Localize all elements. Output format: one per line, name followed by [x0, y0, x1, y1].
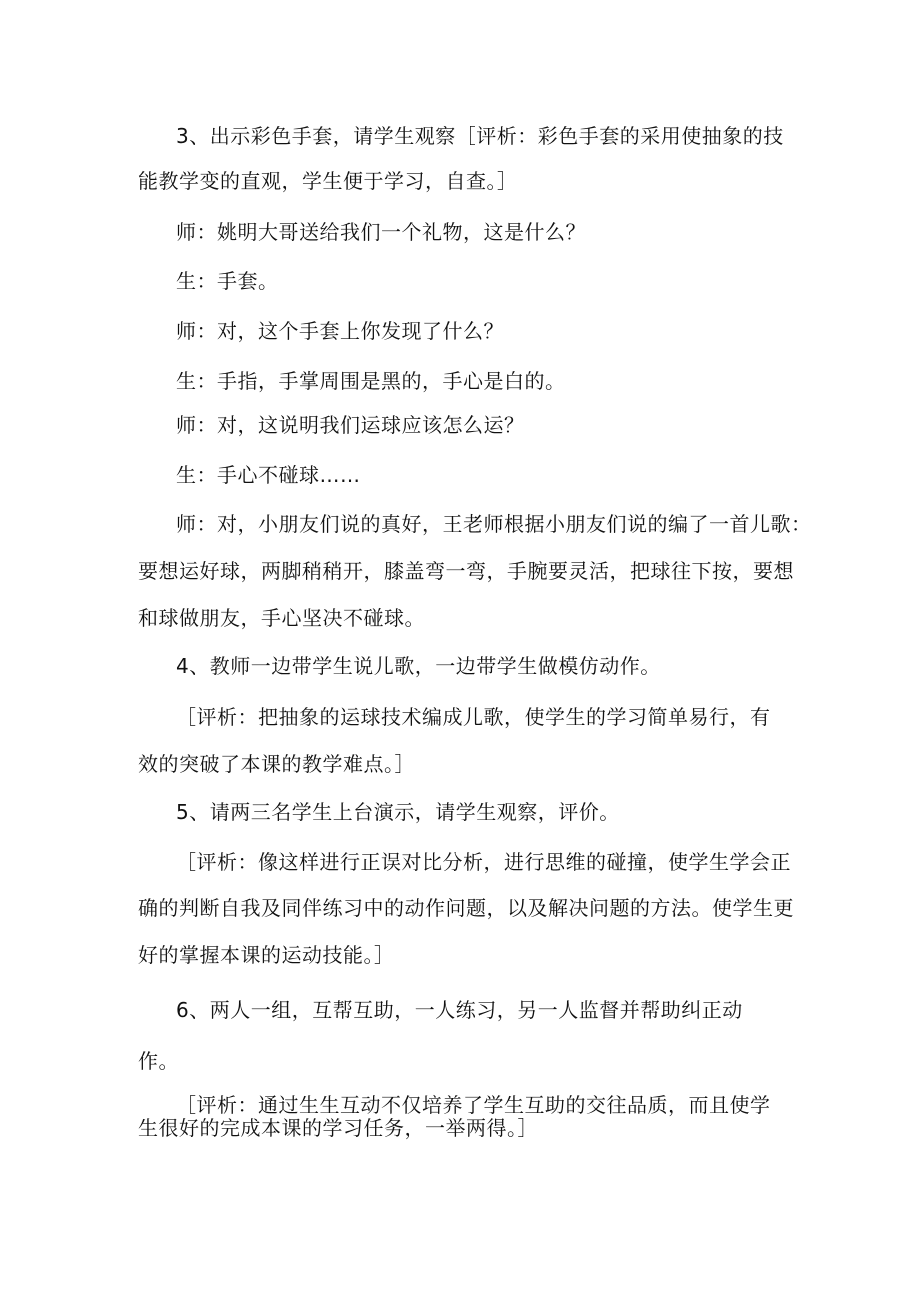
text-line: 6、两人一组，互帮互助，一人练习，另一人监督并帮助纠正动 — [176, 998, 743, 1022]
text-line: 生：手指，手掌周围是黑的，手心是白的。 — [176, 369, 566, 393]
text-line: 3、出示彩色手套，请学生观察［评析：彩色手套的采用使抽象的技 — [176, 124, 784, 148]
text-line: ［评析：把抽象的运球技术编成儿歌，使学生的学习简单易行，有 — [176, 705, 771, 729]
text-line: 效的突破了本课的教学难点。］ — [138, 752, 415, 776]
text-line: 生很好的完成本课的学习任务，一举两得。］ — [138, 1116, 538, 1140]
text-line: 生：手心不碰球…… — [176, 463, 361, 487]
text-line: 师：姚明大哥送给我们一个礼物，这是什么？ — [176, 220, 586, 244]
text-line: 能教学变的直观，学生便于学习，自查。］ — [138, 169, 518, 193]
text-line: 确的判断自我及同伴练习中的动作问题，以及解决问题的方法。使学生更 — [138, 896, 794, 920]
text-line: 师：对，小朋友们说的真好，王老师根据小朋友们说的编了一首儿歌： — [176, 512, 812, 536]
text-line: 师：对，这说明我们运球应该怎么运？ — [176, 413, 525, 437]
text-line: ［评析：像这样进行正误对比分析，进行思维的碰撞，使学生学会正 — [176, 850, 791, 874]
text-line: 5、请两三名学生上台演示，请学生观察，评价。 — [176, 800, 620, 824]
text-line: 作。 — [138, 1049, 179, 1073]
text-line: ［评析：通过生生互动不仅培养了学生互助的交往品质，而且使学 — [176, 1093, 771, 1117]
text-line: 好的掌握本课的运动技能。］ — [138, 943, 395, 967]
text-line: 要想运好球，两脚稍稍开，膝盖弯一弯，手腕要灵活，把球往下按，要想 — [138, 559, 794, 583]
text-line: 师：对，这个手套上你发现了什么？ — [176, 319, 504, 343]
text-line: 和球做朋友，手心坚决不碰球。 — [138, 606, 425, 630]
text-line: 生：手套。 — [176, 269, 279, 293]
text-line: 4、教师一边带学生说儿歌，一边带学生做模仿动作。 — [176, 654, 661, 678]
